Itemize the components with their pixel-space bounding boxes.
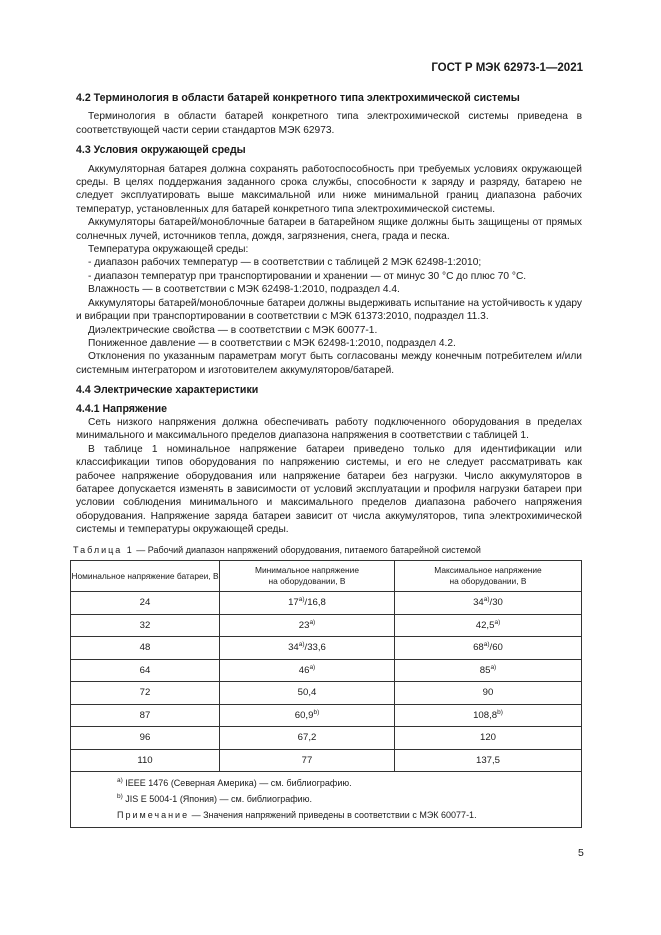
max-cell: 68$^{a)}$/60 (395, 637, 582, 660)
nominal-cell: 24 (71, 592, 220, 615)
column-header-min-line2: на оборудовании, В (268, 576, 346, 586)
table-caption-label: Таблица 1 (73, 544, 134, 555)
table-body (71, 592, 582, 828)
table-note: Примечание — Значения напряжений приведены в соответствии с МЭК 60077-1. (117, 810, 477, 820)
section-title: 4.4 Электрические характеристики (76, 384, 259, 397)
paragraph: Температура окружающей среды: (88, 244, 249, 256)
nominal-cell: 87 (71, 704, 220, 727)
max-cell: 34$^{a)}$/30 (395, 592, 582, 615)
column-header-max (395, 561, 582, 592)
table-row (71, 637, 582, 660)
paragraph: Аккумуляторы батарей/моноблочные батареи должны выдерживать испытание на устойчивость к удару и вибрации при транспортировании в соответствии с МЭК 61373:2010, подраздел 11.3. (76, 297, 583, 323)
section-title: 4.3 Условия окружающей среды (76, 144, 246, 157)
max-cell: 85$^{a)}$ (395, 659, 582, 682)
column-header-max-line1: Максимальное напряжение (434, 565, 542, 575)
column-header-min-line1: Минимальное напряжение (254, 565, 360, 575)
table-footnotes (71, 772, 582, 828)
footnote-b: $^{b)}$ JIS E 5004-1 (Япония) — см. библиографию. (117, 793, 312, 804)
table-row (71, 592, 582, 615)
paragraph: Аккумуляторы батарей/моноблочные батареи в батарейном ящике должны быть защищены от прямых солнечных лучей, источников тепла, дождя, загрязнения, снега, града и песка. (76, 217, 582, 242)
max-cell: 137,5 (395, 749, 582, 772)
nominal-cell: 96 (71, 727, 220, 750)
list-item: - диапазон рабочих температур — в соответствии с таблицей 2 МЭК 62498-1:2010; (88, 257, 482, 269)
table-footnotes-row (71, 772, 582, 828)
nominal-cell: 72 (71, 682, 220, 705)
paragraph: Аккумуляторная батарея должна сохранять работоспособность при требуемых условиях окружающей среды. В целях поддержания заданного срока службы, способности к заряду и разряду, батарею не следует эксплуатировать выше максимальной или ниже минимальной границ диапазона рабочих температур, установленных для батарей конкретного типа электрохимической системы. (76, 163, 582, 215)
section-4-3 (76, 144, 582, 377)
table-row (71, 704, 582, 727)
paragraph: Влажность — в соответствии с МЭК 62498-1:2010, подраздел 4.4. (88, 284, 400, 296)
table-row (71, 749, 582, 772)
min-cell: 67,2 (220, 727, 395, 750)
table-row (71, 727, 582, 750)
footnote-a: $^{a)}$ IEEE 1476 (Северная Америка) — см. библиографию. (117, 777, 352, 788)
nominal-cell: 48 (71, 637, 220, 660)
section-4-4 (76, 384, 582, 536)
paragraph: В таблице 1 номинальное напряжение батареи приведено только для идентификации или классификации типов оборудования по напряжению системы, и его не следует рассматривать как рабочее напряжение оборудования или напряжение батареи без нагрузки. Число аккумуляторов в батарее допускается изменять в зависимости от условий эксплуатации и профиля нагрузки батареи при условии соблюдения минимального и максимального пределов диапазона рабочего напряжения оборудования. Напряжение заряда батареи зависит от числа аккумуляторов, типа электрохимической системы и температуры окружающей среды. (76, 443, 582, 536)
paragraph: Диэлектрические свойства — в соответствии с МЭК 60077-1. (88, 324, 378, 336)
table-row (71, 614, 582, 637)
voltage-table (70, 560, 582, 828)
nominal-cell: 32 (71, 614, 220, 637)
max-cell: 108,8$^{b)}$ (395, 704, 582, 727)
nominal-cell: 110 (71, 749, 220, 772)
max-cell: 42,5$^{a)}$ (395, 614, 582, 637)
min-cell: 23$^{a)}$ (220, 614, 395, 637)
min-cell: 17$^{a)}$/16,8 (220, 592, 395, 615)
paragraph: Отклонения по указанным параметрам могут быть согласованы между конечным потребителем и/или системным интегратором и изготовителем аккумуляторов/батарей. (76, 351, 582, 376)
table-row (71, 682, 582, 705)
document-header: ГОСТ Р МЭК 62973-1—2021 (431, 62, 583, 74)
nominal-cell: 64 (71, 659, 220, 682)
subsection-title: 4.4.1 Напряжение (76, 402, 168, 415)
min-cell: 50,4 (220, 682, 395, 705)
section-title: 4.2 Терминология в области батарей конкретного типа электрохимической системы (76, 92, 520, 104)
table-header-row (71, 561, 582, 592)
paragraph: Сеть низкого напряжения должна обеспечивать работу подключенного оборудования в пределах минимального и максимального пределов диапазона напряжения в соответствии с таблицей 1. (76, 416, 582, 442)
page-number: 5 (578, 847, 584, 859)
paragraph: Пониженное давление — в соответствии с МЭК 62498-1:2010, подраздел 4.2. (88, 337, 456, 349)
column-header-max-line2: на оборудовании, В (449, 576, 527, 586)
table-row (71, 659, 582, 682)
max-cell: 90 (395, 682, 582, 705)
page-content (71, 92, 583, 828)
column-header-nominal: Номинальное напряжение батареи, В (71, 561, 220, 592)
paragraph: Терминология в области батарей конкретного типа электрохимической системы приведена в соответствующей части серии стандартов МЭК 62973. (76, 111, 582, 136)
table-caption (73, 544, 582, 557)
min-cell: 34$^{a)}$/33,6 (220, 637, 395, 660)
list-item: - диапазон температур при транспортировании и хранении — от минус 30 °С до плюс 70 °С. (88, 270, 527, 282)
min-cell: 46$^{a)}$ (220, 659, 395, 682)
min-cell: 60,9$^{b)}$ (220, 704, 395, 727)
table-caption-text: — Рабочий диапазон напряжений оборудования, питаемого батарейной системой (133, 544, 481, 555)
max-cell: 120 (395, 727, 582, 750)
section-4-2 (76, 92, 582, 137)
min-cell: 77 (220, 749, 395, 772)
column-header-min (220, 561, 395, 592)
